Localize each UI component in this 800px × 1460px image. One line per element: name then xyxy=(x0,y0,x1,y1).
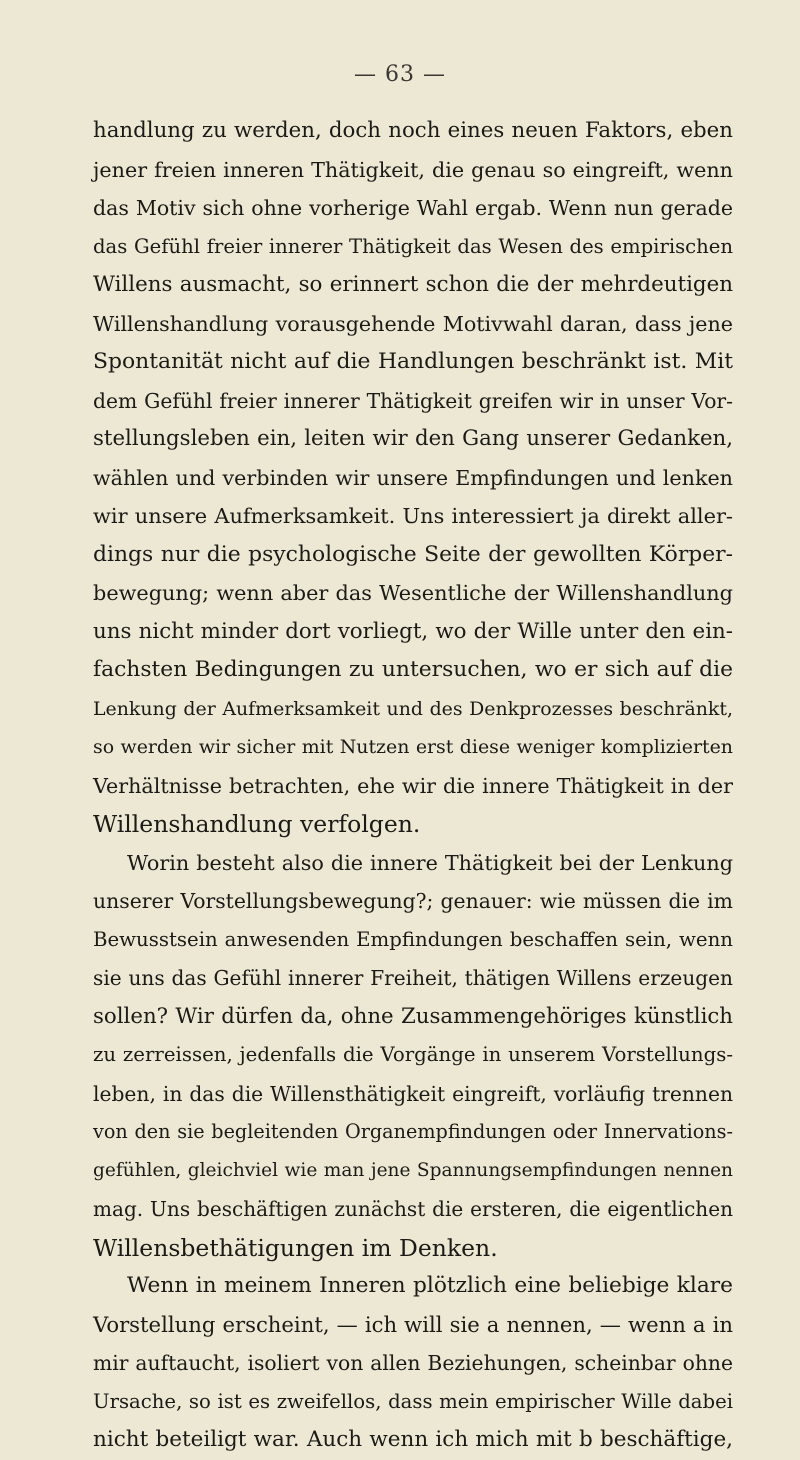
text-line: sollen? Wir dürfen da, ohne Zusammengehöriges künstlich xyxy=(93,1003,733,1029)
text-line: Willens ausmacht, so erinnert schon die der mehrdeutigen xyxy=(93,272,733,297)
text-line: handlung zu werden, doch noch eines neuen Faktors, eben xyxy=(93,118,733,143)
text-line: so werden wir sicher mit Nutzen erst diese weniger komplizierten xyxy=(93,736,733,758)
paragraph-start-line: Wenn in meinem Inneren plötzlich eine beliebige klare xyxy=(127,1273,733,1298)
text-line: gefühlen, gleichviel wie man jene Spannungsempfindungen nennen xyxy=(93,1159,733,1181)
text-line: Bewusstsein anwesenden Empfindungen beschaffen sein, wenn xyxy=(93,927,733,951)
text-line: Willenshandlung verfolgen. xyxy=(93,810,421,838)
text-line: dings nur die psychologische Seite der gewollten Körper- xyxy=(93,541,733,567)
text-line: bewegung; wenn aber das Wesentliche der Willenshandlung xyxy=(93,581,733,605)
text-line: das Motiv sich ohne vorherige Wahl ergab. Wenn nun gerade xyxy=(93,196,733,220)
text-line: leben, in das die Willensthätigkeit eingreift, vorläufig trennen xyxy=(93,1081,733,1106)
page-number: — 63 — xyxy=(354,62,446,87)
text-line: von den sie begleitenden Organempfindungen oder Innervations- xyxy=(93,1120,733,1143)
text-line: Willenshandlung vorausgehende Motivwahl daran, dass jene xyxy=(93,311,733,336)
text-line: mag. Uns beschäftigen zunächst die ersteren, die eigentlichen xyxy=(93,1197,733,1221)
text-line: wir unsere Aufmerksamkeit. Uns interessiert ja direkt aller- xyxy=(93,504,733,528)
text-line: stellungsleben ein, leiten wir den Gang unserer Gedanken, xyxy=(93,426,733,451)
text-line: wählen und verbinden wir unsere Empfindungen und lenken xyxy=(93,465,733,490)
paragraph-start-line: Worin besteht also die innere Thätigkeit bei der Lenkung xyxy=(127,850,733,875)
text-line: jener freien inneren Thätigkeit, die genau so eingreift, wenn xyxy=(93,157,733,182)
text-line: mir auftaucht, isoliert von allen Beziehungen, scheinbar ohne xyxy=(93,1351,733,1375)
text-line: fachsten Bedingungen zu untersuchen, wo er sich auf die xyxy=(93,657,733,682)
text-line: Lenkung der Aufmerksamkeit und des Denkprozesses beschränkt, xyxy=(93,697,733,720)
text-line: uns nicht minder dort vorliegt, wo der Wille unter den ein- xyxy=(93,618,733,644)
body-text xyxy=(93,112,733,1460)
text-line: unserer Vorstellungsbewegung?; genauer: wie müssen die im xyxy=(93,889,733,913)
text-line: Ursache, so ist es zweifellos, dass mein empirischer Wille dabei xyxy=(93,1389,733,1413)
text-line: dem Gefühl freier innerer Thätigkeit greifen wir in unser Vor- xyxy=(93,388,733,413)
text-line: Spontanität nicht auf die Handlungen beschränkt ist. Mit xyxy=(93,349,733,374)
text-line: Willensbethätigungen im Denken. xyxy=(93,1233,498,1262)
text-line: zu zerreissen, jedenfalls die Vorgänge in unserem Vorstellungs- xyxy=(93,1043,733,1066)
text-line: das Gefühl freier innerer Thätigkeit das Wesen des empirischen xyxy=(93,234,733,258)
text-line: sie uns das Gefühl innerer Freiheit, thätigen Willens erzeugen xyxy=(93,966,733,990)
text-line: Verhältnisse betrachten, ehe wir die innere Thätigkeit in der xyxy=(93,773,733,798)
text-line: nicht beteiligt war. Auch wenn ich mich mit b beschäftige, xyxy=(93,1427,733,1452)
text-line: Vorstellung erscheint, — ich will sie a nennen, — wenn a in xyxy=(93,1311,733,1337)
